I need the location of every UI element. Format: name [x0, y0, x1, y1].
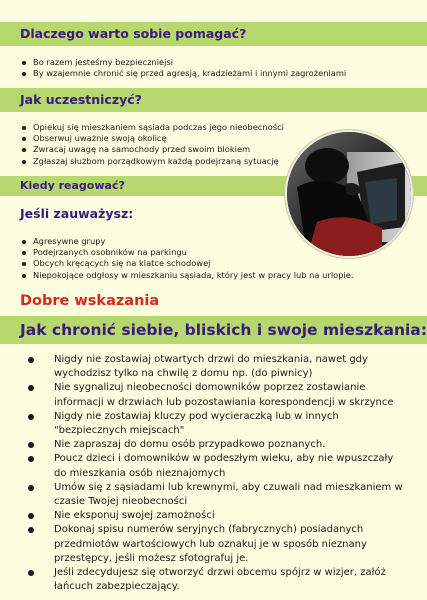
list-item: Agresywne grupy: [20, 236, 354, 247]
how-participate-list: [20, 122, 284, 167]
heading-if-you-notice: Jeśli zauważysz:: [20, 206, 134, 221]
heading-good-advice: Dobre wskazania: [20, 293, 160, 309]
why-help-list: [20, 57, 346, 79]
list-item: By wzajemnie chronić się przed agresją, kradzieżami i innymi zagrożeniami: [20, 68, 346, 79]
burglar-photo-icon: [287, 132, 411, 256]
list-item: Poucz dzieci i domowników w podeszłym wieku, aby nie wpuszczały do mieszkania osób nieznajomych: [38, 452, 408, 480]
list-item: Dokonaj spisu numerów seryjnych (fabrycznych) posiadanych przedmiotów wartościowych lub oznakuj je w sposób nieznany przestępcy, jeśli możesz sfotografuj je.: [38, 523, 408, 566]
list-item: Nie eksponuj swojej zamożności: [38, 509, 408, 523]
heading-how-participate: Jak uczestniczyć?: [0, 88, 427, 112]
list-item: Nie sygnalizuj nieobecności domowników poprzez zostawianie informacji w drzwiach lub pozostawiania korespondencji w skrzynce: [38, 381, 408, 409]
heading-how-protect: Jak chronić siebie, bliskich i swoje mieszkania:: [0, 316, 427, 344]
list-item: Opiekuj się mieszkaniem sąsiada podczas jego nieobecności: [20, 122, 284, 133]
heading-when-react: Kiedy reagować?: [0, 176, 427, 196]
list-item: Zgłaszaj służbom porządkowym każdą podejrzaną sytuację: [20, 156, 284, 167]
if-you-notice-list: [20, 236, 354, 281]
heading-why-help: Dlaczego warto sobie pomagać?: [0, 22, 427, 46]
list-item: Obcych kręcących się na klatce schodowej: [20, 258, 354, 269]
list-item: Nigdy nie zostawiaj kluczy pod wycieraczką lub w innych "bezpiecznych miejscach": [38, 410, 408, 438]
how-protect-list: [38, 353, 408, 594]
list-item: Nie zapraszaj do domu osób przypadkowo poznanych.: [38, 438, 408, 452]
list-item: Jeśli zdecydujesz się otworzyć drzwi obcemu spójrz w wizjer, załóż łańcuch zabezpieczający.: [38, 566, 408, 594]
burglar-photo: [285, 130, 413, 258]
list-item: Podejrzanych osobników na parkingu: [20, 247, 354, 258]
list-item: Zwracaj uwagę na samochody przed swoim blokiem: [20, 144, 284, 155]
list-item: Umów się z sąsiadami lub krewnymi, aby czuwali nad mieszkaniem w czasie Twojej nieobecności: [38, 481, 408, 509]
list-item: Niepokojące odgłosy w mieszkaniu sąsiada, który jest w pracy lub na urlopie.: [20, 270, 354, 281]
list-item: Nigdy nie zostawiaj otwartych drzwi do mieszkania, nawet gdy wychodzisz tylko na chwilę z domu np. (do piwnicy): [38, 353, 408, 381]
list-item: Obserwuj uważnie swoją okolicę: [20, 133, 284, 144]
list-item: Bo razem jesteśmy bezpieczniejsi: [20, 57, 346, 68]
